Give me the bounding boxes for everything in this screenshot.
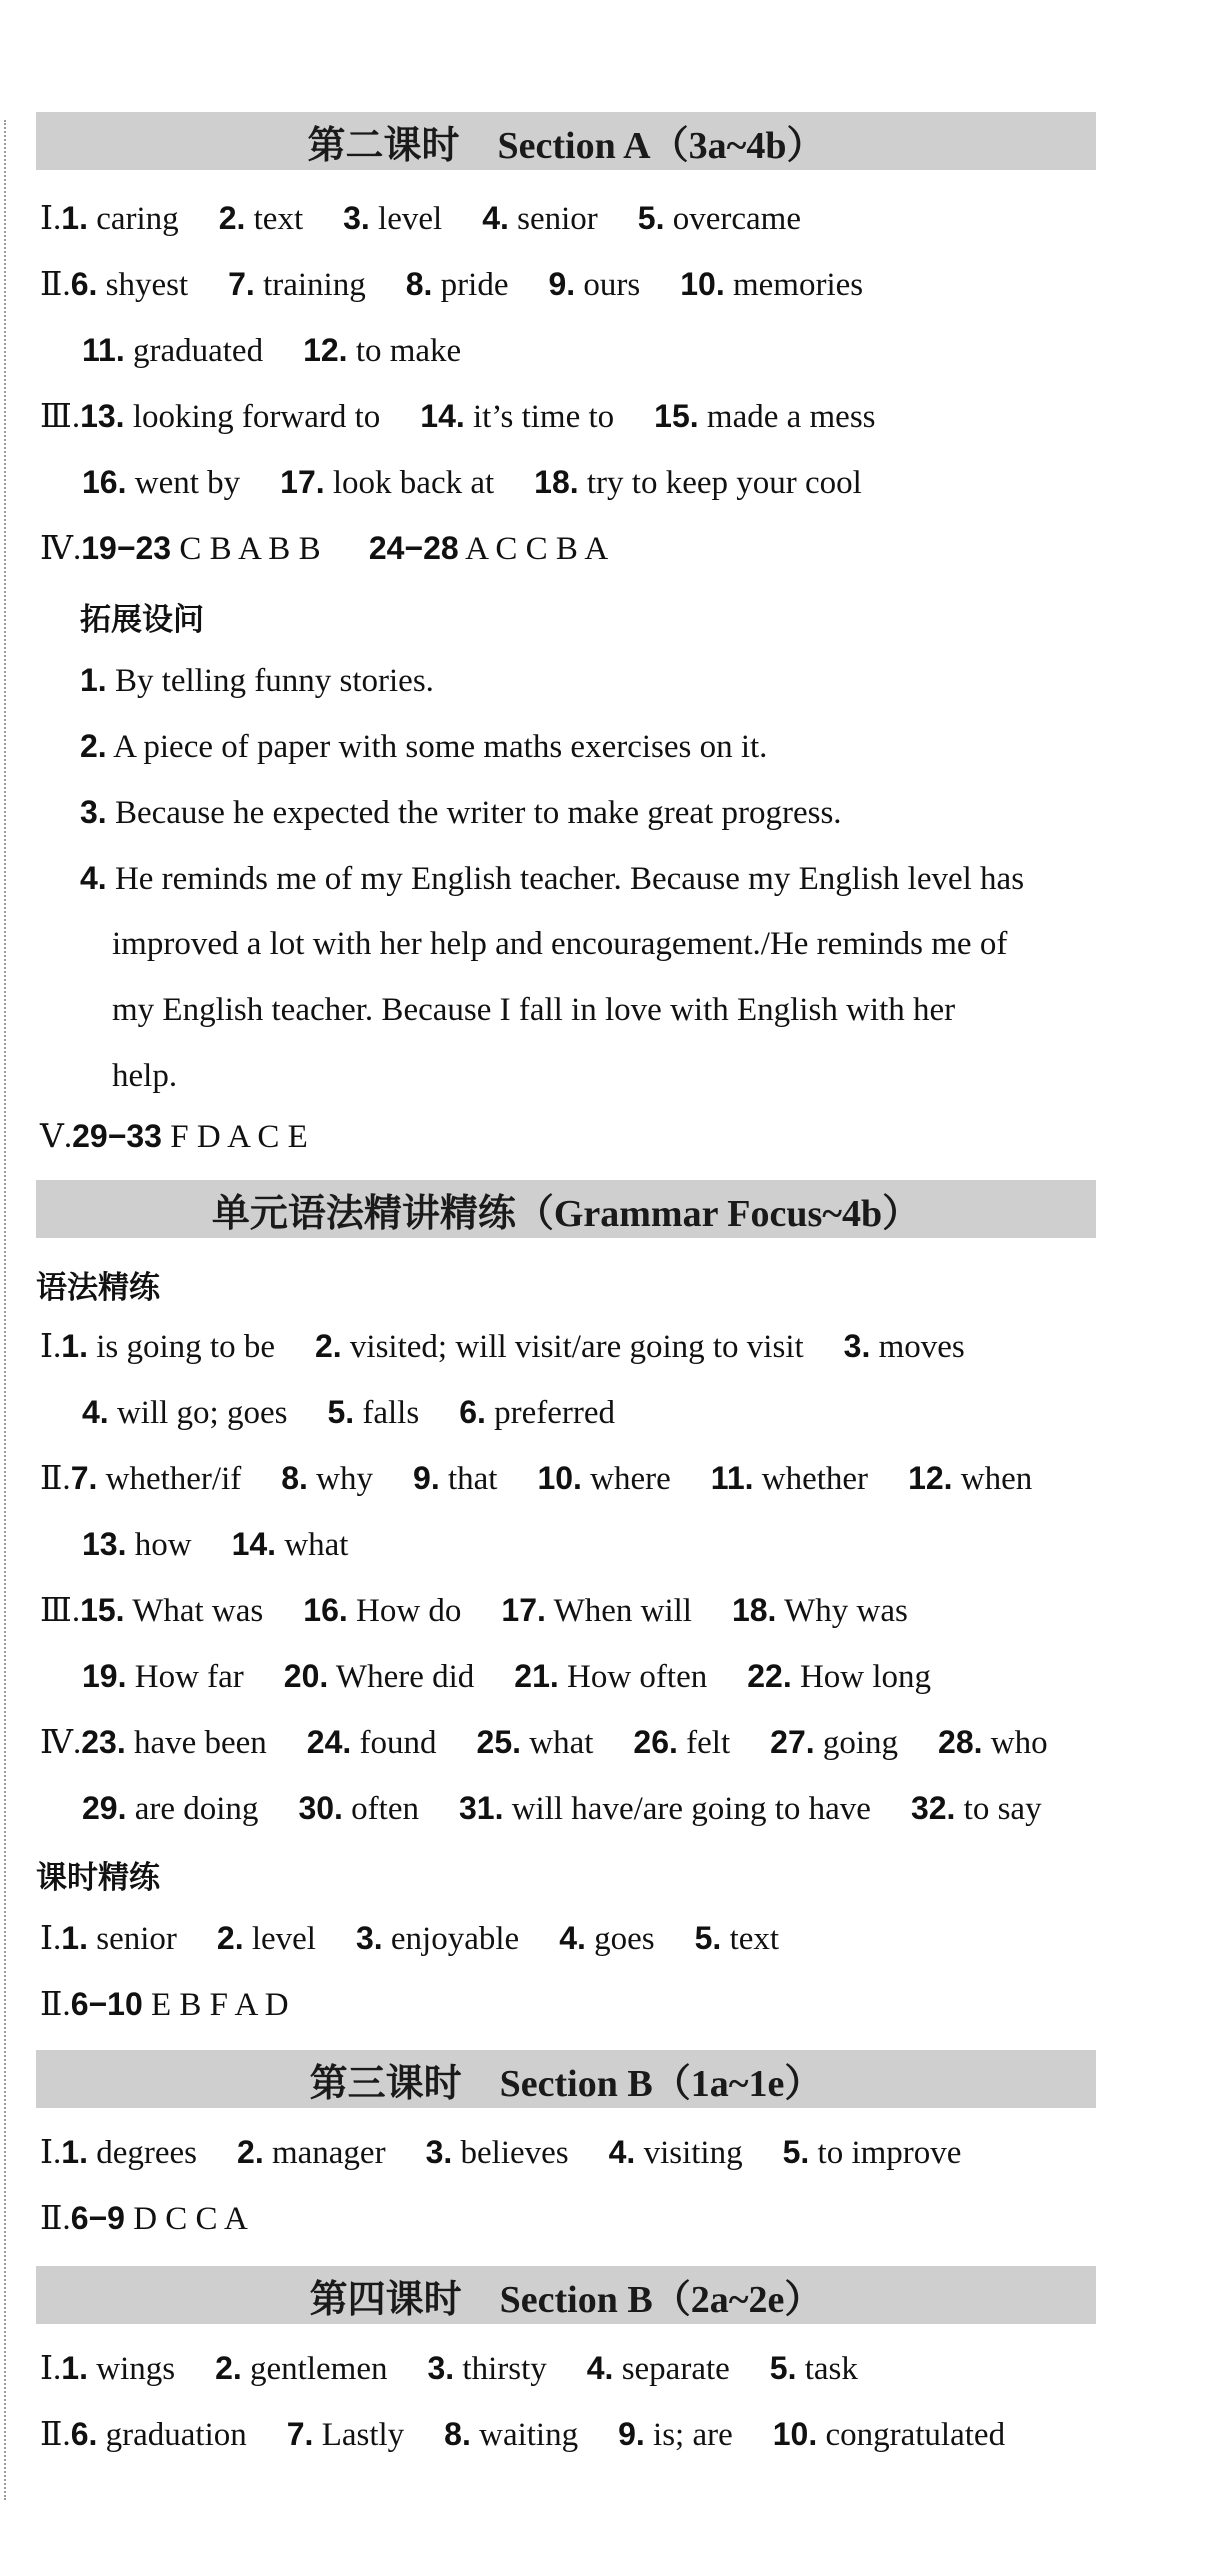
answer-row xyxy=(82,462,862,503)
item-number: 5. xyxy=(769,2350,797,2386)
answer-text: have been xyxy=(133,1725,267,1761)
item-number: 16. xyxy=(303,1592,348,1628)
answer-text: ours xyxy=(583,267,641,303)
item-number: 7. xyxy=(286,2416,314,2452)
answer-text: why xyxy=(316,1461,374,1497)
item-number: 2. xyxy=(237,2134,264,2170)
item-number: 17. xyxy=(501,1592,546,1628)
item-number: 10. xyxy=(537,1460,582,1496)
roman-numeral: Ⅲ. xyxy=(40,1593,81,1629)
answer-row xyxy=(40,1918,779,1959)
answer-text: text xyxy=(729,1921,780,1957)
answer-row xyxy=(40,1326,965,1367)
roman-numeral: Ⅰ. xyxy=(40,1921,62,1957)
item-number: 12. xyxy=(908,1460,953,1496)
answer-text: went by xyxy=(134,465,241,501)
grammar-practice-heading: 语法精练 xyxy=(36,1270,160,1306)
item-number: 8. xyxy=(444,2416,471,2452)
answer-row xyxy=(82,330,461,371)
item-number: 9. xyxy=(548,266,576,302)
extension-questions-heading: 拓展设问 xyxy=(80,602,204,638)
answer-text: wings xyxy=(96,2351,176,2387)
answer-text: will go; goes xyxy=(116,1395,288,1431)
answer-text: found xyxy=(359,1725,437,1761)
answer-text: What was xyxy=(132,1593,264,1629)
answer-row xyxy=(40,264,863,305)
answer-text: gentlemen xyxy=(250,2351,388,2387)
answer-row xyxy=(40,1722,1048,1763)
item-number: 9. xyxy=(413,1460,440,1496)
item-number: 14. xyxy=(231,1526,277,1562)
answer-text: going xyxy=(822,1725,899,1761)
answer-text: what xyxy=(529,1725,594,1761)
item-number: 2. xyxy=(218,200,246,236)
roman-numeral: Ⅱ. xyxy=(40,2201,71,2237)
item-number: 26. xyxy=(633,1724,678,1760)
item-number: 1. xyxy=(61,2350,88,2386)
answer-text: How long xyxy=(799,1659,932,1695)
item-number: 9. xyxy=(618,2416,645,2452)
item-number: 22. xyxy=(747,1658,792,1694)
choice-answers: E B F A D xyxy=(151,1987,289,2023)
answer-text: How often xyxy=(567,1659,708,1695)
answer-text: falls xyxy=(362,1395,420,1431)
answer-text: memories xyxy=(732,267,864,303)
answer-text: manager xyxy=(271,2135,386,2171)
item-number: 8. xyxy=(405,266,433,302)
answer-text: waiting xyxy=(479,2417,579,2453)
extension-answer xyxy=(80,660,434,701)
item-number: 2. xyxy=(216,1920,244,1956)
answer-text: degrees xyxy=(96,2135,198,2171)
answer-row xyxy=(40,2132,961,2173)
item-number: 11. xyxy=(710,1460,754,1496)
answer-text: it’s time to xyxy=(473,399,615,435)
extension-answer xyxy=(80,792,842,833)
answer-text: senior xyxy=(96,1921,177,1957)
item-number: 25. xyxy=(476,1724,522,1760)
item-number: 3. xyxy=(425,2134,453,2170)
answer-text: How do xyxy=(356,1593,462,1629)
answer-text: thirsty xyxy=(462,2351,547,2387)
answer-text: who xyxy=(990,1725,1048,1761)
answer-text: enjoyable xyxy=(390,1921,520,1957)
item-number: 8. xyxy=(281,1460,308,1496)
answer-text: training xyxy=(263,267,366,303)
item-number: 6. xyxy=(70,2416,98,2452)
section-header-lesson-2 xyxy=(36,112,1096,170)
answer-text: task xyxy=(804,2351,858,2387)
item-number: 4. xyxy=(82,1394,109,1430)
answer-text: will have/are going to have xyxy=(511,1791,871,1827)
answer-text: preferred xyxy=(494,1395,616,1431)
answer-row-choice xyxy=(40,2198,248,2239)
answer-text: how xyxy=(134,1527,192,1563)
item-number: 2. xyxy=(80,728,107,764)
item-number: 1. xyxy=(80,662,107,698)
answer-row xyxy=(40,1590,908,1631)
answer-text-continued: help. xyxy=(112,1058,178,1094)
item-number: 13. xyxy=(82,1526,127,1562)
answer-row-choice xyxy=(40,1984,289,2025)
answer-text: felt xyxy=(686,1725,731,1761)
item-number: 1. xyxy=(61,1920,88,1956)
answer-text: He reminds me of my English teacher. Because my English level has xyxy=(114,861,1025,897)
answer-text: moves xyxy=(878,1329,965,1365)
answer-text: try to keep your cool xyxy=(586,465,862,501)
roman-numeral: Ⅰ. xyxy=(40,201,62,237)
answer-row xyxy=(40,1458,1032,1499)
roman-numeral: Ⅳ. xyxy=(40,1725,82,1761)
answer-text: to make xyxy=(355,333,462,369)
item-number: 20. xyxy=(283,1658,329,1694)
answer-text: to improve xyxy=(817,2135,962,2171)
roman-numeral: Ⅲ. xyxy=(40,399,81,435)
choice-answers: D C C A xyxy=(133,2201,248,2237)
answer-text: text xyxy=(253,201,304,237)
answer-text: shyest xyxy=(105,267,189,303)
roman-numeral: Ⅱ. xyxy=(40,267,71,303)
item-number: 3. xyxy=(80,794,107,830)
item-number: 6. xyxy=(70,266,98,302)
answer-text: where xyxy=(590,1461,671,1497)
item-number: 7. xyxy=(70,1460,98,1496)
item-number: 28. xyxy=(938,1724,983,1760)
item-number: 5. xyxy=(694,1920,722,1956)
item-number: 16. xyxy=(82,464,127,500)
roman-numeral: Ⅱ. xyxy=(40,2417,71,2453)
item-number: 13. xyxy=(80,398,125,434)
item-number: 30. xyxy=(298,1790,343,1826)
item-range: 19−23 xyxy=(81,530,172,566)
section-title: 第三课时 Section B（1a~1e） xyxy=(309,2062,823,2105)
section-header-grammar xyxy=(36,1180,1096,1238)
item-number: 23. xyxy=(81,1724,126,1760)
item-range: 6−9 xyxy=(70,2200,125,2236)
answer-text: Why was xyxy=(784,1593,908,1629)
answer-text: to say xyxy=(963,1791,1042,1827)
answer-row-choice xyxy=(40,1116,308,1157)
answer-text: A piece of paper with some maths exercises on it. xyxy=(113,729,768,765)
extension-answer xyxy=(80,726,767,767)
item-number: 4. xyxy=(559,1920,586,1956)
extension-answer xyxy=(80,858,1024,899)
section-title: 单元语法精讲精练（Grammar Focus~4b） xyxy=(211,1192,921,1235)
item-number: 15. xyxy=(654,398,699,434)
answer-text: Lastly xyxy=(321,2417,405,2453)
roman-numeral: Ⅰ. xyxy=(40,1329,62,1365)
choice-answers: C B A B B xyxy=(179,531,321,567)
item-number: 12. xyxy=(303,332,348,368)
answer-text: whether/if xyxy=(105,1461,242,1497)
item-number: 5. xyxy=(782,2134,810,2170)
answer-text: When will xyxy=(553,1593,692,1629)
item-number: 18. xyxy=(731,1592,777,1628)
item-number: 2. xyxy=(314,1328,342,1364)
answer-text: often xyxy=(351,1791,419,1827)
answer-text: Because he expected the writer to make great progress. xyxy=(114,795,842,831)
item-number: 3. xyxy=(355,1920,383,1956)
answer-text: level xyxy=(378,201,443,237)
choice-answers: F D A C E xyxy=(170,1119,308,1155)
item-number: 10. xyxy=(772,2416,818,2452)
answer-text: separate xyxy=(621,2351,730,2387)
answer-text: graduated xyxy=(132,333,264,369)
item-number: 19. xyxy=(82,1658,127,1694)
answer-text: senior xyxy=(517,201,598,237)
item-number: 27. xyxy=(770,1724,815,1760)
answer-text: How far xyxy=(134,1659,244,1695)
answer-text: Where did xyxy=(335,1659,475,1695)
answer-row-choice xyxy=(40,528,608,569)
roman-numeral: Ⅳ. xyxy=(40,531,82,567)
section-title: 第四课时 Section B（2a~2e） xyxy=(309,2278,823,2321)
item-number: 32. xyxy=(910,1790,956,1826)
answer-text: visiting xyxy=(643,2135,743,2171)
roman-numeral: Ⅱ. xyxy=(40,1987,71,2023)
item-number: 3. xyxy=(843,1328,871,1364)
item-number: 29. xyxy=(82,1790,127,1826)
item-number: 4. xyxy=(482,200,509,236)
answer-row xyxy=(40,396,876,437)
item-range: 6−10 xyxy=(70,1986,143,2022)
answer-text-continued: my English teacher. Because I fall in love with English with her xyxy=(112,992,956,1028)
answer-text: believes xyxy=(460,2135,569,2171)
roman-numeral: Ⅰ. xyxy=(40,2135,62,2171)
item-number: 5. xyxy=(637,200,665,236)
item-number: 17. xyxy=(280,464,325,500)
answer-text: level xyxy=(251,1921,316,1957)
item-number: 4. xyxy=(608,2134,636,2170)
item-number: 24. xyxy=(306,1724,352,1760)
answer-text: is; are xyxy=(653,2417,733,2453)
answer-text: goes xyxy=(594,1921,655,1957)
section-title: 第二课时 Section A（3a~4b） xyxy=(307,124,825,167)
item-number: 21. xyxy=(514,1658,559,1694)
answer-text: look back at xyxy=(332,465,495,501)
answer-text: when xyxy=(960,1461,1033,1497)
item-number: 4. xyxy=(586,2350,614,2386)
answer-row xyxy=(82,1392,615,1433)
answer-text: overcame xyxy=(672,201,801,237)
answer-text: are doing xyxy=(134,1791,259,1827)
item-number: 1. xyxy=(61,200,88,236)
answer-row xyxy=(40,2414,1005,2455)
answer-row xyxy=(40,198,801,239)
answer-text-continued: improved a lot with her help and encouragement./He reminds me of xyxy=(112,926,1008,962)
answer-text: graduation xyxy=(105,2417,247,2453)
item-number: 15. xyxy=(80,1592,125,1628)
answer-row xyxy=(82,1788,1042,1829)
item-number: 5. xyxy=(327,1394,355,1430)
item-number: 31. xyxy=(458,1790,504,1826)
section-header-lesson-4 xyxy=(36,2266,1096,2324)
binding-margin-line xyxy=(4,120,6,2500)
answer-text: congratulated xyxy=(825,2417,1006,2453)
item-range: 29−33 xyxy=(72,1118,162,1154)
answer-text: that xyxy=(447,1461,498,1497)
answer-text: made a mess xyxy=(706,399,876,435)
item-number: 4. xyxy=(80,860,107,896)
answer-row xyxy=(82,1524,348,1565)
item-number: 2. xyxy=(215,2350,242,2386)
roman-numeral: Ⅴ. xyxy=(40,1119,73,1155)
answer-text: whether xyxy=(761,1461,869,1497)
roman-numeral: Ⅱ. xyxy=(40,1461,71,1497)
item-number: 10. xyxy=(680,266,725,302)
item-number: 7. xyxy=(228,266,255,302)
section-header-lesson-3 xyxy=(36,2050,1096,2108)
answer-text: caring xyxy=(96,201,179,237)
item-range: 24−28 xyxy=(368,530,459,566)
item-number: 14. xyxy=(420,398,465,434)
item-number: 1. xyxy=(61,1328,88,1364)
answer-text: is going to be xyxy=(96,1329,275,1365)
answer-text: visited; will visit/are going to visit xyxy=(349,1329,804,1365)
lesson-practice-heading: 课时精练 xyxy=(36,1860,160,1896)
answer-text: what xyxy=(284,1527,349,1563)
item-number: 3. xyxy=(427,2350,455,2386)
answer-row xyxy=(40,2348,858,2389)
item-number: 3. xyxy=(343,200,370,236)
item-number: 6. xyxy=(459,1394,486,1430)
choice-answers: A C C B A xyxy=(465,531,609,567)
answer-text: By telling funny stories. xyxy=(114,663,434,699)
item-number: 18. xyxy=(534,464,579,500)
answer-text: pride xyxy=(440,267,509,303)
item-number: 11. xyxy=(82,332,125,368)
answer-row xyxy=(82,1656,931,1697)
answer-text: looking forward to xyxy=(132,399,381,435)
item-number: 1. xyxy=(61,2134,88,2170)
roman-numeral: Ⅰ. xyxy=(40,2351,62,2387)
